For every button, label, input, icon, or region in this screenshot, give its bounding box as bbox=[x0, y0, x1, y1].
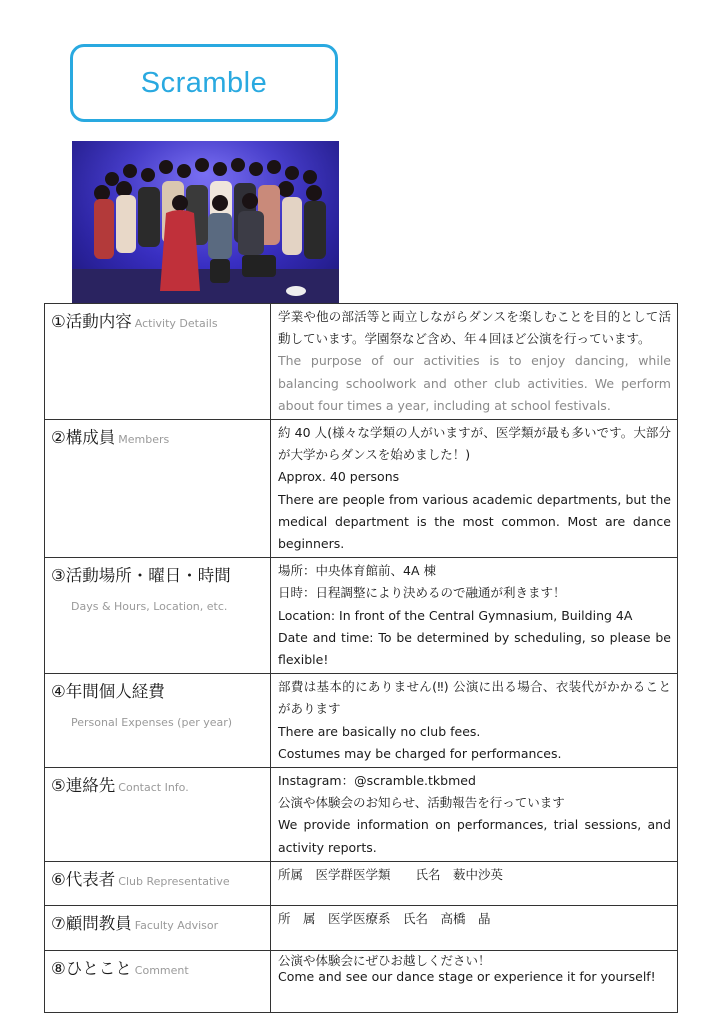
expenses-en-1: There are basically no club fees. bbox=[278, 723, 481, 739]
comment-ja: 公演や体験会にぜひお越しください！ bbox=[278, 952, 491, 968]
location-place-en: Location: In front of the Central Gymnasium, Building 4A bbox=[278, 607, 633, 623]
label-contact-en: Contact Info. bbox=[118, 781, 189, 795]
location-time-ja: 日時：日程調整により決めるので融通が利きます！ bbox=[278, 585, 566, 601]
label-representative bbox=[45, 861, 271, 905]
label-activity-en: Activity Details bbox=[134, 317, 218, 330]
label-location-ja: ③活動場所・曜日・時間 bbox=[51, 566, 231, 586]
body-advisor bbox=[271, 905, 678, 950]
label-activity-ja: ①活動内容 bbox=[51, 312, 132, 331]
contact-instagram: Instagram：@scramble.tkbmed bbox=[278, 773, 476, 789]
group-photo-illustration bbox=[72, 141, 339, 304]
label-expenses-ja: ④年間個人経費 bbox=[51, 682, 165, 702]
row-comment bbox=[45, 950, 678, 1012]
label-comment-en: Comment bbox=[134, 963, 189, 977]
contact-ja: 公演や体験会のお知らせ、活動報告を行っています bbox=[278, 795, 565, 811]
label-location-en: Days & Hours, Location, etc. bbox=[71, 600, 228, 614]
members-en: There are people from various academic departments, but the medical department is the most common. Most are dance beginners. bbox=[278, 491, 671, 552]
label-advisor bbox=[45, 905, 271, 950]
location-time-en: Date and time: To be determined by scheduling, so please be flexible! bbox=[278, 629, 671, 668]
label-representative-ja: ⑥代表者 bbox=[51, 869, 116, 889]
label-advisor-ja: ⑦顧問教員 bbox=[51, 913, 132, 933]
club-title: Scramble bbox=[140, 66, 268, 99]
location-place-ja: 場所：中央体育館前、4A 棟 bbox=[278, 563, 436, 579]
label-representative-en: Club Representative bbox=[118, 874, 230, 888]
body-contact bbox=[271, 768, 678, 862]
activity-ja: 学業や他の部活等と両立しながらダンスを楽しむことを目的として活動しています。学園祭など含め、年４回ほど公演を行っています。 bbox=[278, 309, 671, 347]
group-photo bbox=[72, 141, 339, 304]
row-advisor bbox=[45, 905, 678, 950]
expenses-ja: 部費は基本的にありません(‼) 公演に出る場合、衣装代がかかることがあります bbox=[278, 679, 671, 717]
label-activity bbox=[45, 304, 271, 420]
label-members-ja: ②構成員 bbox=[51, 428, 116, 448]
row-members bbox=[45, 420, 678, 558]
advisor-info: 所 属 医学医療系 氏名 高橋 晶 bbox=[278, 910, 491, 926]
label-comment bbox=[45, 950, 271, 1012]
label-contact-ja: ⑤連絡先 bbox=[51, 776, 116, 796]
row-expenses bbox=[45, 674, 678, 768]
label-members bbox=[45, 420, 271, 558]
members-count: Approx. 40 persons bbox=[278, 469, 400, 485]
label-comment-ja: ⑧ひとこと bbox=[51, 958, 132, 978]
body-location bbox=[271, 558, 678, 674]
label-members-en: Members bbox=[118, 433, 170, 447]
club-info-table bbox=[44, 303, 678, 1013]
row-representative bbox=[45, 861, 678, 905]
body-activity bbox=[271, 304, 678, 420]
label-advisor-en: Faculty Advisor bbox=[134, 918, 219, 932]
activity-en: The purpose of our activities is to enjoy dancing, while balancing schoolwork and other club activities. We perform about four times a year, including at school festivals. bbox=[278, 353, 671, 413]
row-contact bbox=[45, 768, 678, 862]
label-expenses bbox=[45, 674, 271, 768]
body-comment bbox=[271, 950, 678, 1012]
label-location bbox=[45, 558, 271, 674]
comment-en: Come and see our dance stage or experience it for yourself! bbox=[278, 968, 656, 984]
body-expenses bbox=[271, 674, 678, 768]
body-representative bbox=[271, 861, 678, 905]
row-activity bbox=[45, 304, 678, 420]
representative-info: 所属 医学群医学類 氏名 薮中沙英 bbox=[278, 866, 504, 882]
members-ja: 約 40 人(様々な学類の人がいますが、医学類が最も多いです。大部分が大学からダンスを始めました！) bbox=[278, 425, 671, 463]
expenses-en-2: Costumes may be charged for performances. bbox=[278, 745, 562, 761]
label-expenses-en: Personal Expenses (per year) bbox=[71, 716, 233, 730]
contact-en: We provide information on performances, trial sessions, and activity reports. bbox=[278, 817, 671, 855]
body-members bbox=[271, 420, 678, 558]
club-title-box bbox=[70, 44, 338, 122]
label-contact bbox=[45, 768, 271, 862]
row-location bbox=[45, 558, 678, 674]
